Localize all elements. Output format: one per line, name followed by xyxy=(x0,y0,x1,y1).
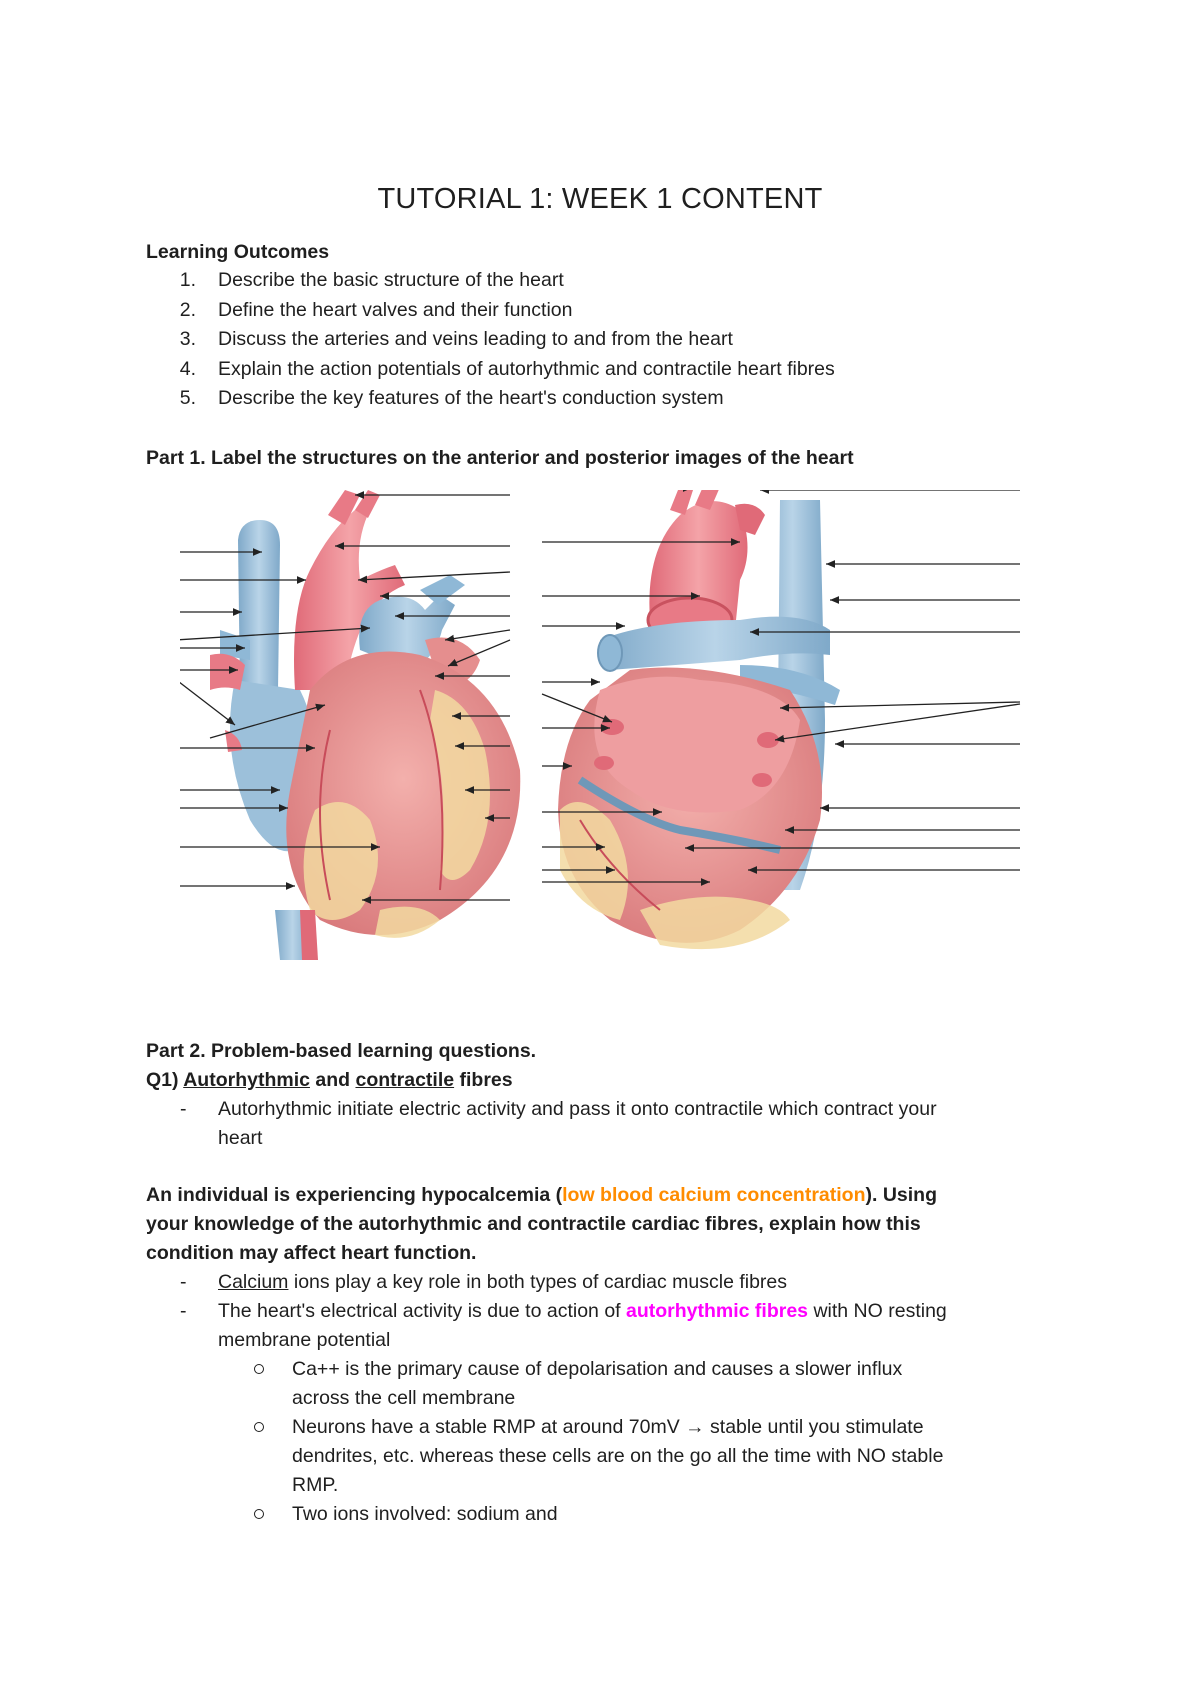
sub3-line1: Two ions involved: sodium and xyxy=(292,1503,558,1525)
scenario-line1 xyxy=(146,1181,937,1210)
learning-outcomes-heading: Learning Outcomes xyxy=(146,241,330,263)
list-item xyxy=(172,325,1072,355)
sub2-line3: RMP. xyxy=(292,1474,339,1496)
list-item xyxy=(172,355,1072,385)
bullet-electrical-activity xyxy=(218,1297,1058,1326)
list-item xyxy=(172,296,1072,326)
pulmonary-vein-opening xyxy=(752,773,772,787)
sub2-line2: dendrites, etc. whereas these cells are on the go all the time with NO stable xyxy=(292,1445,944,1467)
list-text: Define the heart valves and their function xyxy=(218,298,573,321)
list-item xyxy=(172,384,1072,414)
bullet-calcium xyxy=(218,1268,1058,1297)
sub2-line1: Neurons have a stable RMP at around 70mV → stable until you stimulate xyxy=(292,1416,924,1438)
bullet-electrical-activity-line2: membrane potential xyxy=(218,1329,391,1351)
dash-marker: - xyxy=(180,1098,187,1120)
q1-prefix: Q1) xyxy=(146,1069,184,1091)
descending-aorta xyxy=(300,910,318,960)
list-text: Discuss the arteries and veins leading to and from the heart xyxy=(218,328,733,351)
dash-marker: - xyxy=(180,1300,187,1322)
list-text: Describe the basic structure of the heart xyxy=(218,269,564,291)
highlight-autorhythmic-fibres: autorhythmic fibres xyxy=(626,1300,809,1322)
scenario-text: An individual is experiencing hypocalcemia ( xyxy=(146,1184,563,1206)
q1-heading xyxy=(146,1066,513,1095)
learning-outcomes-list xyxy=(172,266,1072,414)
part2-heading: Part 2. Problem-based learning questions. xyxy=(146,1040,537,1062)
list-number: 5. xyxy=(179,387,196,410)
q1-answer-line2: heart xyxy=(218,1127,263,1149)
q1-mid: and xyxy=(309,1069,356,1091)
underlined-calcium: Calcium xyxy=(218,1271,289,1293)
list-text: Explain the action potentials of autorhythmic and contractile heart fibres xyxy=(218,357,835,380)
q1-suffix: fibres xyxy=(454,1069,513,1091)
pulmonary-vein-opening xyxy=(594,756,614,770)
part1-heading: Part 1. Label the structures on the anterior and posterior images of the heart xyxy=(146,447,854,469)
scenario-text: ). Using xyxy=(865,1184,937,1206)
bullet-text: The heart's electrical activity is due to action of xyxy=(218,1300,626,1322)
epicardial-fat xyxy=(640,897,790,949)
list-item xyxy=(172,266,1072,296)
bullet-text: ions play a key role in both types of cardiac muscle fibres xyxy=(288,1271,788,1293)
circle-bullet-icon xyxy=(254,1509,264,1519)
circle-bullet-icon xyxy=(254,1422,264,1432)
highlight-low-calcium: low blood calcium concentration xyxy=(562,1184,866,1206)
q1-answer-line1: Autorhythmic initiate electric activity and pass it onto contractile which contract your xyxy=(218,1098,937,1120)
scenario-line2: your knowledge of the autorhythmic and contractile cardiac fibres, explain how this xyxy=(146,1213,921,1235)
dash-marker: - xyxy=(180,1271,187,1293)
posterior-heart xyxy=(558,490,840,949)
label-line xyxy=(445,630,510,640)
sub1-line1: Ca++ is the primary cause of depolarisation and causes a slower influx xyxy=(292,1358,903,1380)
list-text: Describe the key features of the heart's conduction system xyxy=(218,387,724,410)
heart-diagram xyxy=(180,490,1060,995)
q1-term-contractile: contractile xyxy=(355,1069,455,1091)
list-number: 1. xyxy=(179,269,196,291)
list-number: 3. xyxy=(179,328,196,351)
circle-bullet-icon xyxy=(254,1364,264,1374)
left-pulmonary-artery xyxy=(420,575,465,605)
page-title: TUTORIAL 1: WEEK 1 CONTENT xyxy=(377,183,823,215)
sub1-line2: across the cell membrane xyxy=(292,1387,516,1409)
q1-term-autorhythmic: Autorhythmic xyxy=(183,1069,310,1091)
scenario-line3: condition may affect heart function. xyxy=(146,1242,477,1264)
vessel-opening xyxy=(598,635,622,671)
list-number: 4. xyxy=(179,357,196,380)
list-number: 2. xyxy=(179,298,196,321)
bullet-text: with NO resting xyxy=(808,1300,947,1322)
